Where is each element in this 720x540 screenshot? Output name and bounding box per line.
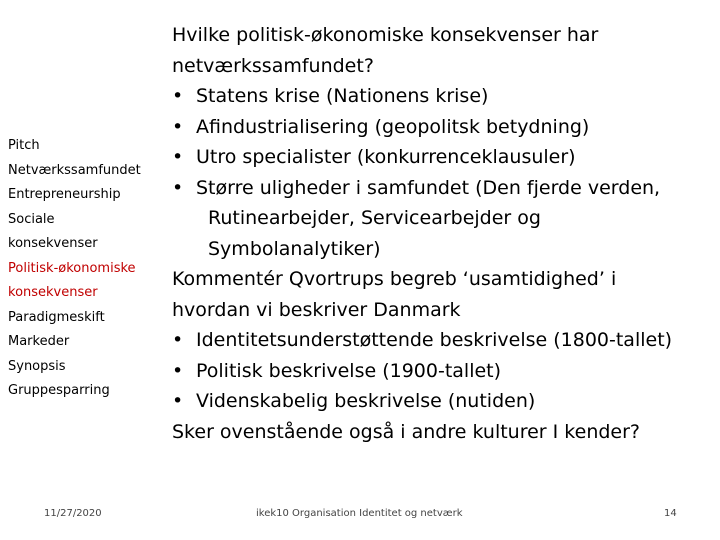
sidebar-item-sociale[interactable]: Sociale bbox=[8, 211, 55, 227]
sidebar-item-netvaerkssamfundet[interactable]: Netværkssamfundet bbox=[8, 162, 141, 178]
bullet-icon: • bbox=[172, 115, 184, 138]
sidebar-nav bbox=[8, 134, 158, 404]
sidebar-item-sociale-konsekvenser[interactable]: konsekvenser bbox=[8, 236, 98, 251]
bullet-text: Statens krise (Nationens krise) bbox=[196, 85, 489, 107]
question-2-line-1: Kommentér Qvortrups begreb ‘usamtidighed’ i bbox=[172, 268, 617, 290]
bullet-continuation: Rutinearbejder, Servicearbejder og bbox=[208, 207, 541, 229]
bullet-text: Afindustrialisering (geopolitsk betydning) bbox=[196, 115, 590, 138]
question-2-line-2: hvordan vi beskriver Danmark bbox=[172, 298, 461, 321]
bullet-item bbox=[172, 173, 712, 204]
bullet-icon: • bbox=[172, 176, 184, 199]
bullet-icon: • bbox=[172, 85, 184, 107]
bullet-item bbox=[172, 142, 712, 173]
sidebar-item-synopsis[interactable]: Synopsis bbox=[8, 358, 66, 374]
bullet-continuation: Symbolanalytiker) bbox=[208, 237, 381, 260]
bullet-icon: • bbox=[172, 390, 184, 412]
bullet-text: Identitetsunderstøttende beskrivelse (1800-tallet) bbox=[196, 329, 673, 351]
sidebar-item-gruppesparring[interactable]: Gruppesparring bbox=[8, 383, 110, 398]
bullet-icon: • bbox=[172, 146, 184, 168]
bullet-text: Større uligheder i samfundet (Den fjerde verden, bbox=[196, 176, 661, 199]
bullet-item bbox=[172, 112, 712, 143]
bullet-item bbox=[172, 386, 712, 417]
bullet-icon: • bbox=[172, 359, 184, 382]
sidebar-item-politisk-konsekvenser[interactable]: konsekvenser bbox=[8, 285, 98, 300]
slide-content bbox=[172, 20, 712, 447]
footer-date: 11/27/2020 bbox=[44, 508, 102, 519]
sidebar-item-politisk-okonomiske[interactable]: Politisk-økonomiske bbox=[8, 260, 136, 276]
question-1-line-2: netværkssamfundet? bbox=[172, 54, 374, 77]
bullet-text: Utro specialister (konkurrenceklausuler) bbox=[196, 146, 576, 168]
footer-course-title: ikek10 Organisation Identitet og netværk bbox=[256, 508, 463, 519]
bullet-icon: • bbox=[172, 329, 184, 351]
page-number: 14 bbox=[664, 508, 677, 519]
bullet-item bbox=[172, 325, 712, 356]
sidebar-item-markeder[interactable]: Markeder bbox=[8, 334, 70, 349]
question-1-line-1: Hvilke politisk-økonomiske konsekvenser har bbox=[172, 24, 599, 46]
question-3: Sker ovenstående også i andre kulturer I kender? bbox=[172, 420, 641, 443]
sidebar-item-paradigmeskift[interactable]: Paradigmeskift bbox=[8, 309, 105, 325]
sidebar-item-entrepreneurship[interactable]: Entrepreneurship bbox=[8, 187, 121, 202]
bullet-item bbox=[172, 81, 712, 112]
bullet-text: Videnskabelig beskrivelse (nutiden) bbox=[196, 390, 536, 412]
bullet-item bbox=[172, 356, 712, 387]
sidebar-item-pitch[interactable]: Pitch bbox=[8, 138, 40, 153]
bullet-text: Politisk beskrivelse (1900-tallet) bbox=[196, 359, 502, 382]
